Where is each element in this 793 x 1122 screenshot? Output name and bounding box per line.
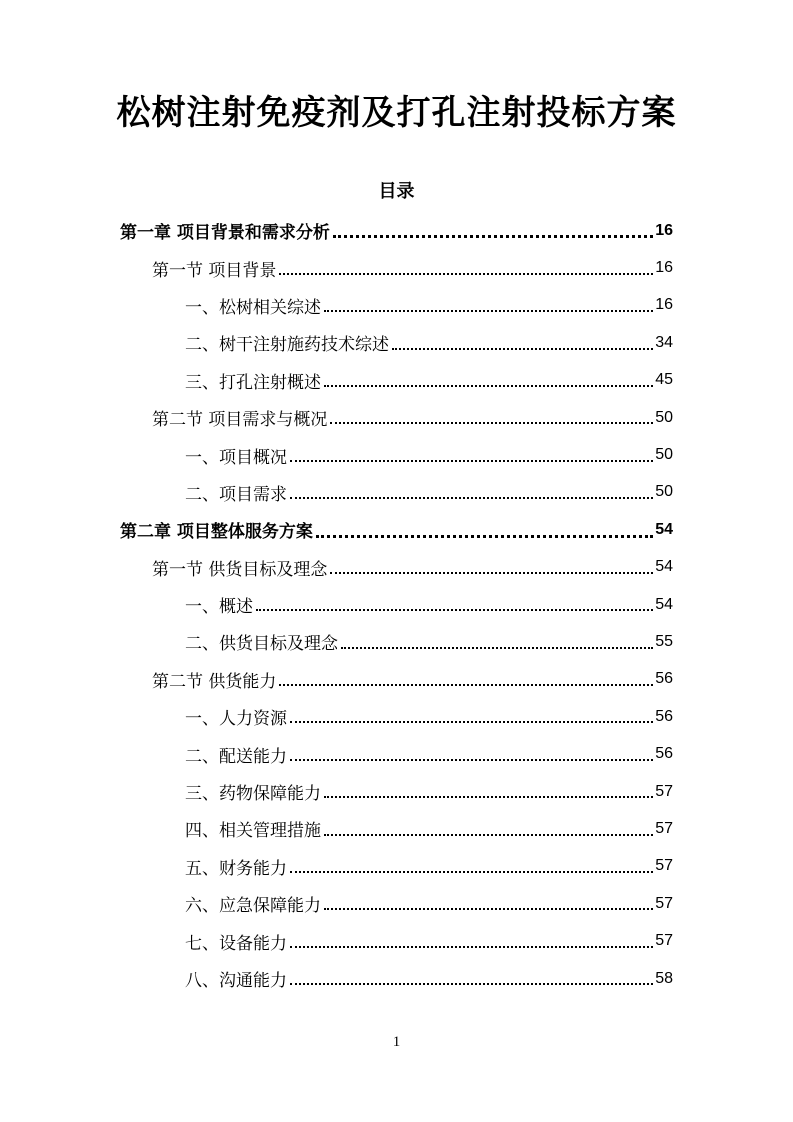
toc-entry[interactable] <box>0 436 793 473</box>
toc-entry-page: 57 <box>655 819 673 837</box>
dot-leader <box>290 758 653 761</box>
toc-entry-page: 57 <box>655 894 673 912</box>
toc-entry-title: 第一章 项目背景和需求分析 <box>120 223 330 244</box>
toc-entry-page: 50 <box>655 408 673 426</box>
toc-entry-page: 16 <box>655 259 673 277</box>
dot-leader <box>290 720 653 723</box>
toc-entry[interactable] <box>0 735 793 772</box>
dot-leader <box>290 870 653 873</box>
dot-leader <box>324 795 653 798</box>
toc-heading: 目录 <box>378 181 415 202</box>
dot-leader <box>324 833 653 836</box>
toc-entry[interactable] <box>0 549 793 586</box>
table-of-contents <box>0 212 793 997</box>
toc-entry-title: 二、供货目标及理念 <box>185 634 338 655</box>
toc-entry[interactable] <box>0 324 793 361</box>
toc-entry-title: 第一节 供货目标及理念 <box>152 559 328 580</box>
toc-entry-title: 二、树干注射施药技术综述 <box>185 335 389 356</box>
toc-entry[interactable] <box>0 885 793 922</box>
toc-entry-title: 三、药物保障能力 <box>185 784 321 805</box>
toc-entry-title: 第二节 项目需求与概况 <box>152 410 328 431</box>
toc-entry-page: 54 <box>655 595 673 613</box>
toc-entry[interactable] <box>0 960 793 997</box>
dot-leader <box>290 982 653 985</box>
toc-entry-title: 八、沟通能力 <box>185 971 287 991</box>
toc-entry-title: 第一节 项目背景 <box>152 260 277 281</box>
toc-entry[interactable] <box>0 773 793 810</box>
toc-entry-title: 一、概述 <box>185 597 253 618</box>
dot-leader <box>290 459 653 462</box>
toc-entry-title: 一、项目概况 <box>185 447 287 468</box>
toc-entry[interactable] <box>0 474 793 511</box>
toc-entry-title: 一、松树相关综述 <box>185 297 321 318</box>
toc-entry-title: 六、应急保障能力 <box>185 896 321 917</box>
toc-entry-title: 第二节 供货能力 <box>152 671 277 692</box>
toc-entry-page: 16 <box>655 221 673 239</box>
dot-leader <box>279 683 653 686</box>
toc-entry[interactable] <box>0 623 793 660</box>
toc-entry-title: 五、财务能力 <box>185 858 287 879</box>
toc-entry-page: 34 <box>655 333 673 351</box>
dot-leader <box>279 272 653 275</box>
dot-leader <box>290 496 653 499</box>
dot-leader <box>290 945 653 948</box>
toc-entry[interactable] <box>0 511 793 548</box>
dot-leader <box>341 646 653 649</box>
toc-entry-title: 二、配送能力 <box>185 746 287 767</box>
toc-entry-page: 50 <box>655 483 673 501</box>
toc-entry[interactable] <box>0 661 793 698</box>
toc-entry-title: 第二章 项目整体服务方案 <box>120 522 313 543</box>
toc-entry[interactable] <box>0 287 793 324</box>
dot-leader <box>316 534 653 538</box>
toc-entry-page: 57 <box>655 932 673 950</box>
toc-entry-page: 50 <box>655 446 673 464</box>
toc-entry-page: 54 <box>655 520 673 538</box>
page-number: 1 <box>392 1034 401 1050</box>
toc-entry-title: 二、项目需求 <box>185 484 287 505</box>
toc-entry[interactable] <box>0 810 793 847</box>
toc-entry[interactable] <box>0 212 793 249</box>
toc-entry-page: 56 <box>655 707 673 725</box>
toc-entry[interactable] <box>0 399 793 436</box>
toc-entry[interactable] <box>0 362 793 399</box>
toc-entry-page: 16 <box>655 296 673 314</box>
toc-entry-page: 57 <box>655 857 673 875</box>
toc-entry-page: 56 <box>655 745 673 763</box>
dot-leader <box>392 347 653 350</box>
toc-entry-page: 58 <box>655 969 673 987</box>
toc-entry-page: 45 <box>655 371 673 389</box>
toc-entry[interactable] <box>0 586 793 623</box>
dot-leader <box>330 421 653 424</box>
toc-entry-page: 57 <box>655 782 673 800</box>
toc-entry-title: 三、打孔注射概述 <box>185 372 321 393</box>
toc-entry-page: 55 <box>655 632 673 650</box>
toc-entry[interactable] <box>0 922 793 959</box>
toc-entry-title: 一、人力资源 <box>185 709 287 730</box>
dot-leader <box>324 907 653 910</box>
dot-leader <box>256 608 653 611</box>
toc-entry-page: 56 <box>655 670 673 688</box>
toc-entry[interactable] <box>0 848 793 885</box>
toc-entry-title: 七、设备能力 <box>185 933 287 954</box>
dot-leader <box>324 309 653 312</box>
toc-entry-title: 四、相关管理措施 <box>185 821 321 842</box>
dot-leader <box>324 384 653 387</box>
dot-leader <box>330 571 653 574</box>
toc-entry-page: 54 <box>655 558 673 576</box>
toc-entry[interactable] <box>0 249 793 286</box>
document-title: 松树注射免疫剂及打孔注射投标方案 <box>116 93 677 133</box>
toc-entry[interactable] <box>0 698 793 735</box>
dot-leader <box>333 234 653 238</box>
